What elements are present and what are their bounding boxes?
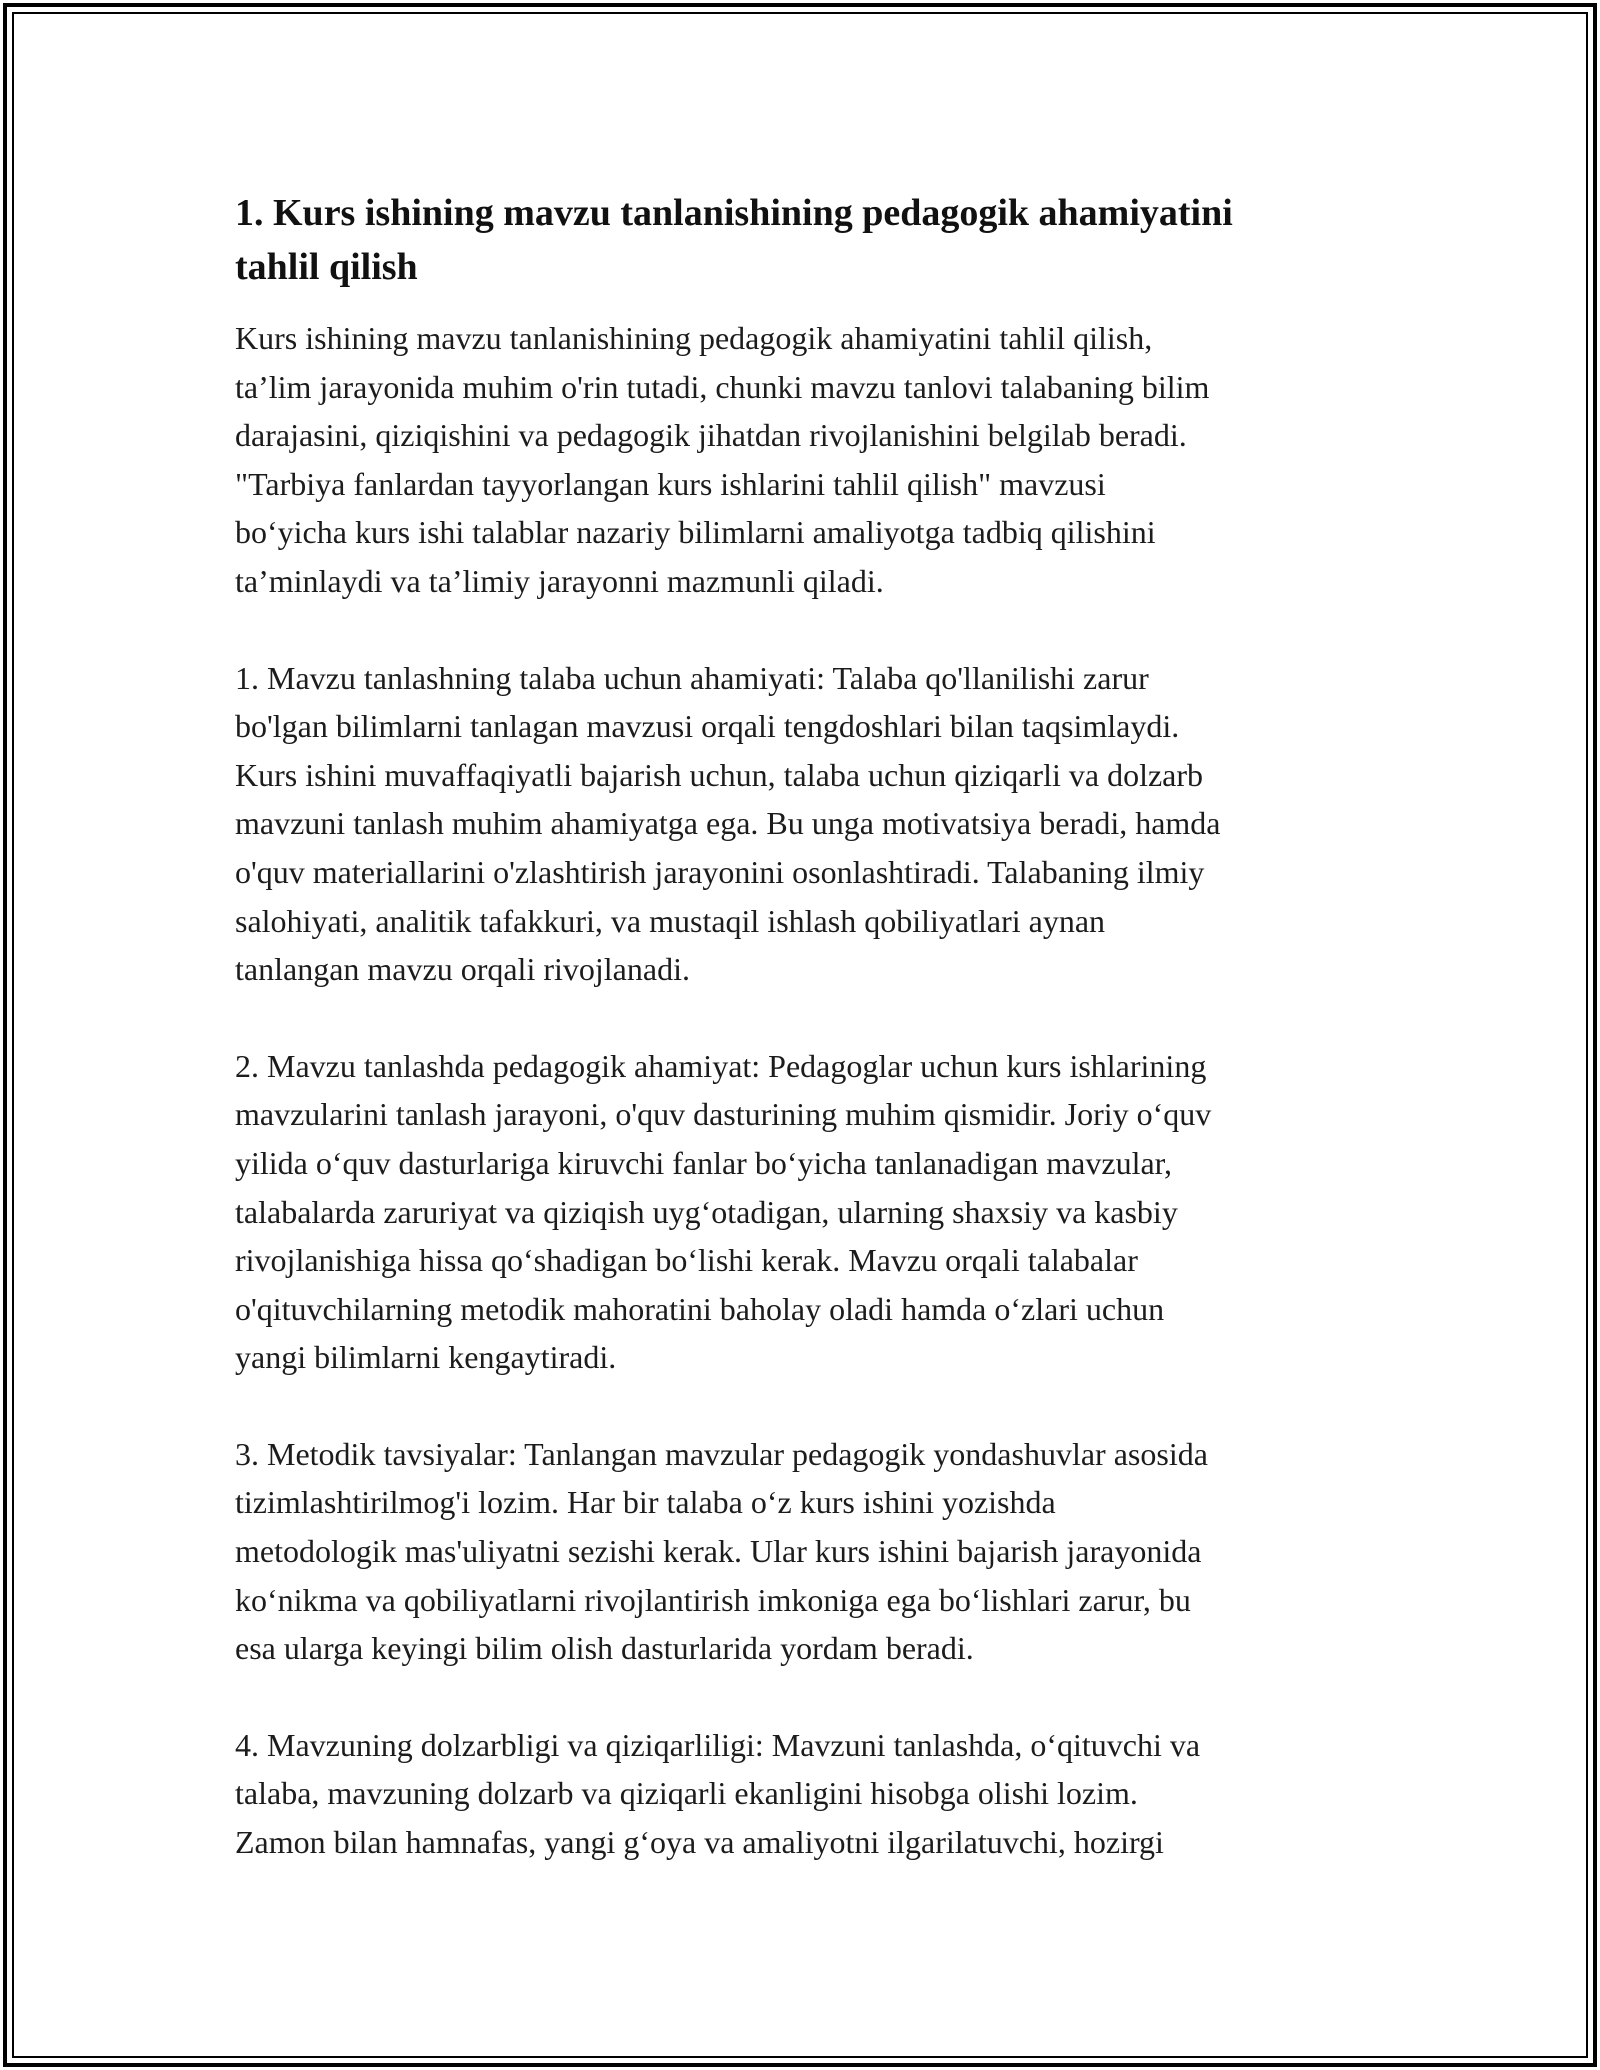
text-line: Zamon bilan hamnafas, yangi g‘oya va amaliyotni ilgarilatuvchi, hozirgi xyxy=(235,1824,1164,1861)
text-line: rivojlanishiga hissa qo‘shadigan bo‘lishi kerak. Mavzu orqali talabalar xyxy=(235,1242,1138,1279)
document-page xyxy=(235,186,1375,1867)
heading-line: 1. Kurs ishining mavzu tanlanishining pedagogik ahamiyatini xyxy=(235,192,1233,234)
text-line: talabalarda zaruriyat va qiziqish uyg‘otadigan, ularning shaxsiy va kasbiy xyxy=(235,1193,1178,1230)
point-1-paragraph xyxy=(235,654,1375,994)
text-line: 4. Mavzuning dolzarbligi va qiziqarliligi: Mavzuni tanlashda, o‘qituvchi va xyxy=(235,1726,1201,1763)
text-line: esa ularga keyingi bilim olish dasturlarida yordam beradi. xyxy=(235,1630,974,1667)
point-2-paragraph xyxy=(235,1042,1375,1382)
text-line: darajasini, qiziqishini va pedagogik jihatdan rivojlanishini belgilab beradi. xyxy=(235,417,1187,454)
text-line: 2. Mavzu tanlashda pedagogik ahamiyat: Pedagoglar uchun kurs ishlarining xyxy=(235,1047,1207,1084)
text-line: o'quv materiallarini o'zlashtirish jarayonini osonlashtiradi. Talabaning ilmiy xyxy=(235,853,1205,890)
intro-paragraph xyxy=(235,314,1375,606)
text-line: Kurs ishining mavzu tanlanishining pedagogik ahamiyatini tahlil qilish, xyxy=(235,320,1153,356)
text-line: talaba, mavzuning dolzarb va qiziqarli ekanligini hisobga olishi lozim. xyxy=(235,1775,1138,1812)
text-line: bo'lgan bilimlarni tanlagan mavzusi orqali tengdoshlari bilan taqsimlaydi. xyxy=(235,708,1180,745)
text-line: mavzularini tanlash jarayoni, o'quv dasturining muhim qismidir. Joriy o‘quv xyxy=(235,1096,1212,1133)
text-line: yangi bilimlarni kengaytiradi. xyxy=(235,1339,617,1376)
text-line: ta’lim jarayonida muhim o'rin tutadi, chunki mavzu tanlovi talabaning bilim xyxy=(235,368,1210,405)
section-heading xyxy=(235,186,1375,294)
text-line: metodologik mas'uliyatni sezishi kerak. Ular kurs ishini bajarish jarayonida xyxy=(235,1533,1202,1570)
text-line: yilida o‘quv dasturlariga kiruvchi fanlar bo‘yicha tanlanadigan mavzular, xyxy=(235,1144,1173,1181)
text-line: 3. Metodik tavsiyalar: Tanlangan mavzular pedagogik yondashuvlar asosida xyxy=(235,1435,1208,1472)
point-4-paragraph xyxy=(235,1721,1375,1867)
text-line: ta’minlaydi va ta’limiy jarayonni mazmunli qiladi. xyxy=(235,562,884,599)
text-line: 1. Mavzu tanlashning talaba uchun ahamiyati: Talaba qo'llanilishi zarur xyxy=(235,659,1149,696)
point-3-paragraph xyxy=(235,1430,1375,1673)
text-line: tizimlashtirilmog'i lozim. Har bir talaba o‘z kurs ishini yozishda xyxy=(235,1484,1056,1521)
text-line: o'qituvchilarning metodik mahoratini baholay oladi hamda o‘zlari uchun xyxy=(235,1290,1165,1327)
text-line: "Tarbiya fanlardan tayyorlangan kurs ishlarini tahlil qilish" mavzusi xyxy=(235,465,1106,502)
text-line: bo‘yicha kurs ishi talablar nazariy bilimlarni amaliyotga tadbiq qilishini xyxy=(235,514,1156,551)
text-line: salohiyati, analitik tafakkuri, va mustaqil ishlash qobiliyatlari aynan xyxy=(235,902,1106,939)
text-line: ko‘nikma va qobiliyatlarni rivojlantirish imkoniga ega bo‘lishlari zarur, bu xyxy=(235,1581,1191,1618)
text-line: Kurs ishini muvaffaqiyatli bajarish uchun, talaba uchun qiziqarli va dolzarb xyxy=(235,756,1204,793)
text-line: mavzuni tanlash muhim ahamiyatga ega. Bu unga motivatsiya beradi, hamda xyxy=(235,805,1221,842)
text-line: tanlangan mavzu orqali rivojlanadi. xyxy=(235,951,690,988)
heading-line: tahlil qilish xyxy=(235,246,418,288)
